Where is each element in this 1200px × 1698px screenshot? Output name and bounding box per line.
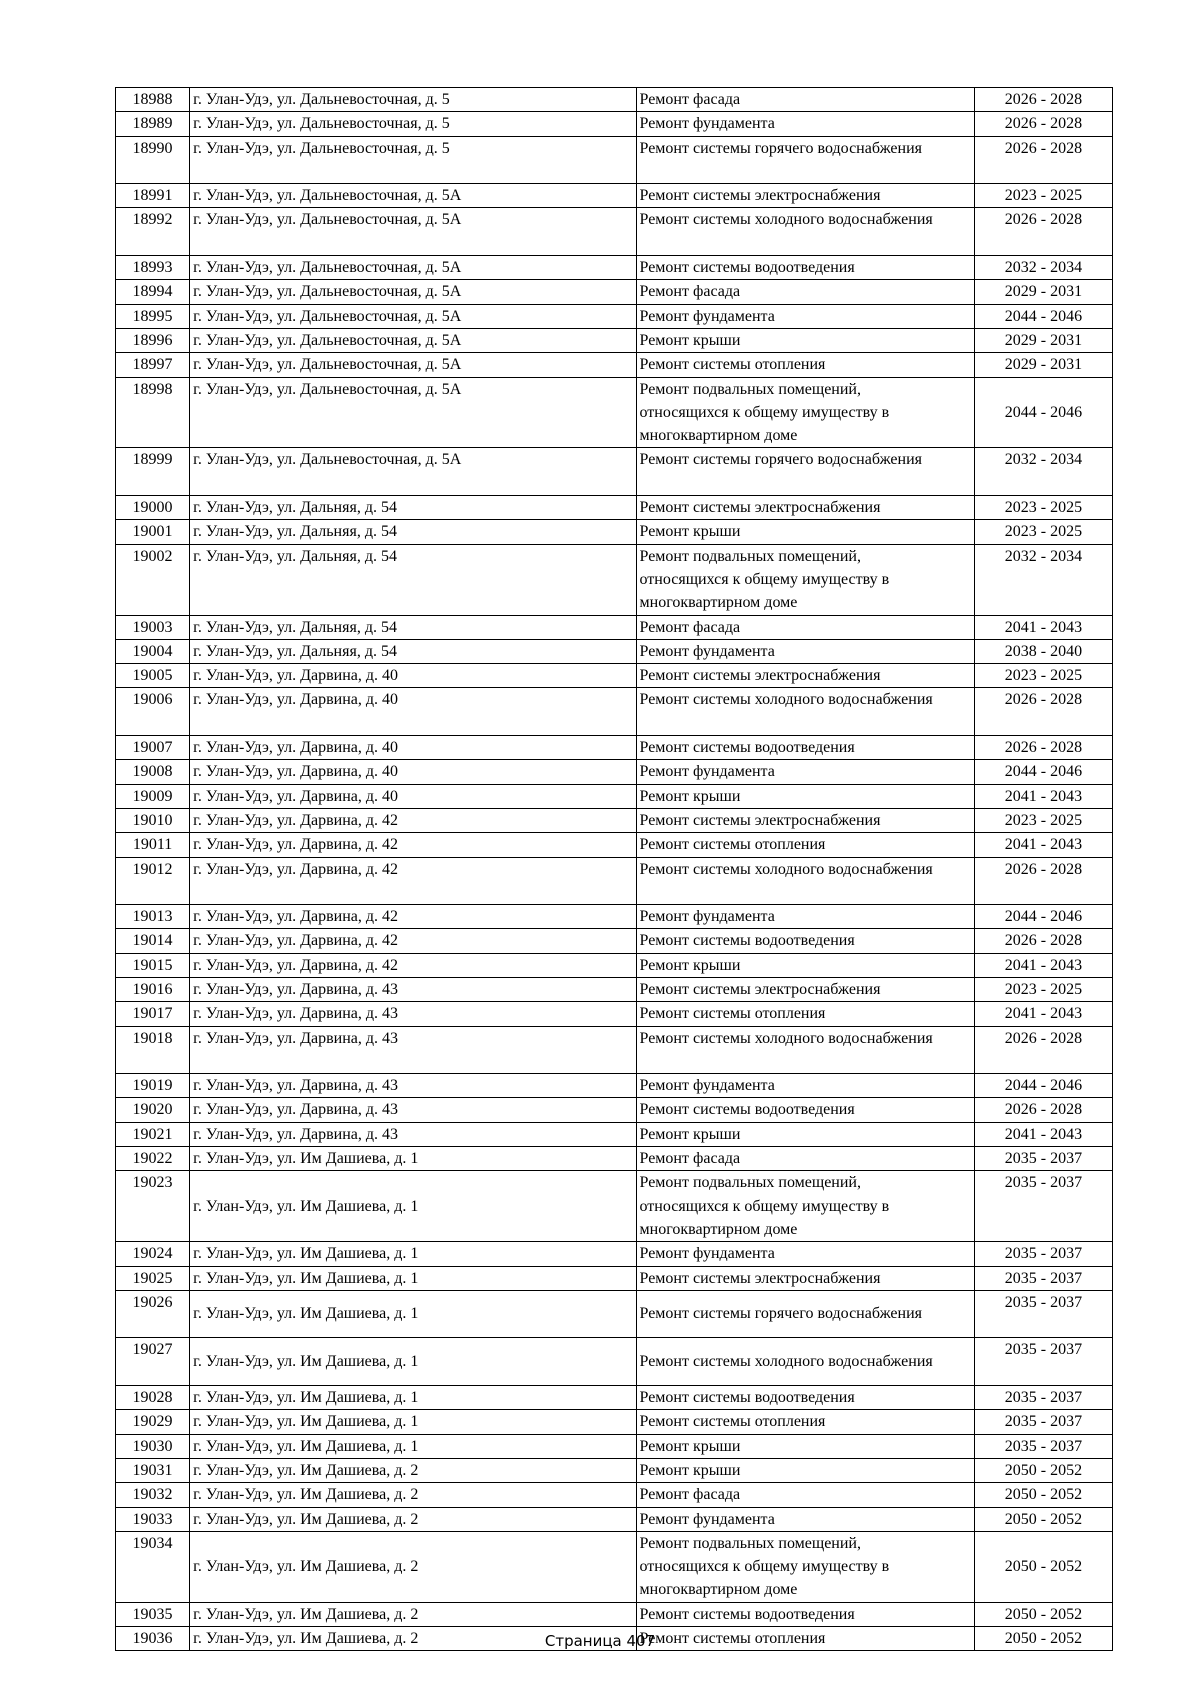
period-cell: 2050 - 2052 <box>974 1627 1112 1651</box>
table-row <box>116 784 1113 808</box>
address-cell: г. Улан-Удэ, ул. Дальневосточная, д. 5А <box>190 256 636 280</box>
period-cell: 2035 - 2037 <box>974 1410 1112 1434</box>
period-cell: 2026 - 2028 <box>974 112 1112 136</box>
address-cell: г. Улан-Удэ, ул. Дальняя, д. 54 <box>190 544 636 615</box>
table-row <box>116 664 1113 688</box>
table-row <box>116 1171 1113 1242</box>
table-row <box>116 953 1113 977</box>
row-id-cell: 19027 <box>116 1338 190 1386</box>
table-row <box>116 353 1113 377</box>
row-id-cell: 18994 <box>116 280 190 304</box>
address-cell: г. Улан-Удэ, ул. Дальневосточная, д. 5 <box>190 88 636 112</box>
row-id-cell: 19001 <box>116 520 190 544</box>
period-cell: 2026 - 2028 <box>974 1026 1112 1074</box>
period-cell: 2035 - 2037 <box>974 1266 1112 1290</box>
row-id-cell: 18993 <box>116 256 190 280</box>
table-row <box>116 736 1113 760</box>
work-type-cell: Ремонт подвальных помещений, относящихся к общему имуществу в многоквартирном доме <box>636 1531 974 1602</box>
table-row <box>116 905 1113 929</box>
period-cell: 2041 - 2043 <box>974 615 1112 639</box>
table-row <box>116 1266 1113 1290</box>
address-cell: г. Улан-Удэ, ул. Дарвина, д. 42 <box>190 929 636 953</box>
table-row <box>116 808 1113 832</box>
work-type-cell: Ремонт системы водоотведения <box>636 1602 974 1626</box>
period-cell: 2032 - 2034 <box>974 544 1112 615</box>
row-id-cell: 19010 <box>116 808 190 832</box>
period-cell: 2041 - 2043 <box>974 784 1112 808</box>
address-cell: г. Улан-Удэ, ул. Дарвина, д. 43 <box>190 977 636 1001</box>
period-cell: 2035 - 2037 <box>974 1242 1112 1266</box>
row-id-cell: 18996 <box>116 328 190 352</box>
address-cell: г. Улан-Удэ, ул. Дарвина, д. 40 <box>190 688 636 736</box>
table-row <box>116 520 1113 544</box>
period-cell: 2038 - 2040 <box>974 639 1112 663</box>
period-cell: 2032 - 2034 <box>974 256 1112 280</box>
address-cell: г. Улан-Удэ, ул. Дальневосточная, д. 5А <box>190 377 636 448</box>
period-cell: 2035 - 2037 <box>974 1338 1112 1386</box>
period-cell: 2041 - 2043 <box>974 1122 1112 1146</box>
address-cell: г. Улан-Удэ, ул. Дальняя, д. 54 <box>190 496 636 520</box>
table-row <box>116 1434 1113 1458</box>
table-row <box>116 136 1113 184</box>
work-type-cell: Ремонт системы горячего водоснабжения <box>636 1290 974 1338</box>
address-cell: г. Улан-Удэ, ул. Дарвина, д. 42 <box>190 953 636 977</box>
period-cell: 2026 - 2028 <box>974 688 1112 736</box>
period-cell: 2029 - 2031 <box>974 280 1112 304</box>
work-type-cell: Ремонт фундамента <box>636 639 974 663</box>
address-cell: г. Улан-Удэ, ул. Дарвина, д. 43 <box>190 1098 636 1122</box>
table-row <box>116 377 1113 448</box>
address-cell: г. Улан-Удэ, ул. Дальняя, д. 54 <box>190 615 636 639</box>
address-cell: г. Улан-Удэ, ул. Им Дашиева, д. 2 <box>190 1458 636 1482</box>
work-type-cell: Ремонт фасада <box>636 280 974 304</box>
address-cell: г. Улан-Удэ, ул. Им Дашиева, д. 2 <box>190 1483 636 1507</box>
address-cell: г. Улан-Удэ, ул. Дарвина, д. 40 <box>190 664 636 688</box>
period-cell: 2041 - 2043 <box>974 833 1112 857</box>
work-type-cell: Ремонт системы водоотведения <box>636 256 974 280</box>
work-type-cell: Ремонт фасада <box>636 1147 974 1171</box>
address-cell: г. Улан-Удэ, ул. Дальневосточная, д. 5 <box>190 112 636 136</box>
table-row <box>116 615 1113 639</box>
work-type-cell: Ремонт крыши <box>636 1122 974 1146</box>
work-type-cell: Ремонт системы водоотведения <box>636 1098 974 1122</box>
row-id-cell: 19012 <box>116 857 190 905</box>
period-cell: 2041 - 2043 <box>974 1002 1112 1026</box>
address-cell: г. Улан-Удэ, ул. Дарвина, д. 43 <box>190 1002 636 1026</box>
repair-schedule-table <box>115 87 1113 1651</box>
period-cell: 2050 - 2052 <box>974 1483 1112 1507</box>
work-type-cell: Ремонт системы водоотведения <box>636 1386 974 1410</box>
work-type-cell: Ремонт системы холодного водоснабжения <box>636 857 974 905</box>
address-cell: г. Улан-Удэ, ул. Им Дашиева, д. 1 <box>190 1434 636 1458</box>
work-type-cell: Ремонт крыши <box>636 784 974 808</box>
row-id-cell: 19000 <box>116 496 190 520</box>
work-type-cell: Ремонт системы электроснабжения <box>636 664 974 688</box>
table-row <box>116 328 1113 352</box>
work-type-cell: Ремонт крыши <box>636 953 974 977</box>
row-id-cell: 19019 <box>116 1074 190 1098</box>
address-cell: г. Улан-Удэ, ул. Дарвина, д. 42 <box>190 905 636 929</box>
period-cell: 2026 - 2028 <box>974 857 1112 905</box>
work-type-cell: Ремонт фундамента <box>636 304 974 328</box>
address-cell: г. Улан-Удэ, ул. Дарвина, д. 40 <box>190 784 636 808</box>
row-id-cell: 19034 <box>116 1531 190 1602</box>
period-cell: 2041 - 2043 <box>974 953 1112 977</box>
table-row <box>116 184 1113 208</box>
period-cell: 2026 - 2028 <box>974 136 1112 184</box>
row-id-cell: 19005 <box>116 664 190 688</box>
period-cell: 2032 - 2034 <box>974 448 1112 496</box>
work-type-cell: Ремонт крыши <box>636 520 974 544</box>
table-row <box>116 1147 1113 1171</box>
row-id-cell: 19013 <box>116 905 190 929</box>
address-cell: г. Улан-Удэ, ул. Дальневосточная, д. 5 <box>190 136 636 184</box>
address-cell: г. Улан-Удэ, ул. Им Дашиева, д. 1 <box>190 1290 636 1338</box>
work-type-cell: Ремонт крыши <box>636 1458 974 1482</box>
work-type-cell: Ремонт системы холодного водоснабжения <box>636 208 974 256</box>
table-row <box>116 1290 1113 1338</box>
address-cell: г. Улан-Удэ, ул. Им Дашиева, д. 2 <box>190 1627 636 1651</box>
row-id-cell: 18995 <box>116 304 190 328</box>
period-cell: 2023 - 2025 <box>974 520 1112 544</box>
work-type-cell: Ремонт фасада <box>636 88 974 112</box>
period-cell: 2044 - 2046 <box>974 760 1112 784</box>
period-cell: 2035 - 2037 <box>974 1147 1112 1171</box>
table-row <box>116 1410 1113 1434</box>
table-row <box>116 1386 1113 1410</box>
row-id-cell: 19030 <box>116 1434 190 1458</box>
period-cell: 2050 - 2052 <box>974 1602 1112 1626</box>
page-number: Страница 407 <box>544 1632 656 1650</box>
row-id-cell: 19029 <box>116 1410 190 1434</box>
row-id-cell: 19031 <box>116 1458 190 1482</box>
table-row <box>116 544 1113 615</box>
work-type-cell: Ремонт системы отопления <box>636 1410 974 1434</box>
row-id-cell: 18991 <box>116 184 190 208</box>
work-type-cell: Ремонт фундамента <box>636 112 974 136</box>
work-type-cell: Ремонт фундамента <box>636 1242 974 1266</box>
work-type-cell: Ремонт системы электроснабжения <box>636 1266 974 1290</box>
table-row <box>116 280 1113 304</box>
work-type-cell: Ремонт фундамента <box>636 905 974 929</box>
table-row <box>116 639 1113 663</box>
table-row <box>116 929 1113 953</box>
row-id-cell: 19003 <box>116 615 190 639</box>
row-id-cell: 19020 <box>116 1098 190 1122</box>
work-type-cell: Ремонт фасада <box>636 615 974 639</box>
table-row <box>116 1531 1113 1602</box>
table-row <box>116 256 1113 280</box>
table-row <box>116 1098 1113 1122</box>
address-cell: г. Улан-Удэ, ул. Дарвина, д. 42 <box>190 833 636 857</box>
table-row <box>116 1122 1113 1146</box>
table-row <box>116 304 1113 328</box>
period-cell: 2035 - 2037 <box>974 1386 1112 1410</box>
row-id-cell: 19017 <box>116 1002 190 1026</box>
period-cell: 2029 - 2031 <box>974 353 1112 377</box>
row-id-cell: 19026 <box>116 1290 190 1338</box>
period-cell: 2026 - 2028 <box>974 1098 1112 1122</box>
row-id-cell: 19028 <box>116 1386 190 1410</box>
address-cell: г. Улан-Удэ, ул. Дальняя, д. 54 <box>190 639 636 663</box>
work-type-cell: Ремонт системы холодного водоснабжения <box>636 688 974 736</box>
row-id-cell: 19006 <box>116 688 190 736</box>
work-type-cell: Ремонт подвальных помещений, относящихся к общему имуществу в многоквартирном доме <box>636 377 974 448</box>
row-id-cell: 19024 <box>116 1242 190 1266</box>
address-cell: г. Улан-Удэ, ул. Им Дашиева, д. 1 <box>190 1266 636 1290</box>
row-id-cell: 19009 <box>116 784 190 808</box>
work-type-cell: Ремонт фундамента <box>636 1074 974 1098</box>
address-cell: г. Улан-Удэ, ул. Дальневосточная, д. 5А <box>190 208 636 256</box>
table-row <box>116 88 1113 112</box>
work-type-cell: Ремонт системы горячего водоснабжения <box>636 136 974 184</box>
address-cell: г. Улан-Удэ, ул. Дарвина, д. 42 <box>190 857 636 905</box>
work-type-cell: Ремонт системы водоотведения <box>636 929 974 953</box>
table-row <box>116 1242 1113 1266</box>
work-type-cell: Ремонт фасада <box>636 1483 974 1507</box>
row-id-cell: 19008 <box>116 760 190 784</box>
table-row <box>116 448 1113 496</box>
row-id-cell: 19021 <box>116 1122 190 1146</box>
period-cell: 2035 - 2037 <box>974 1171 1112 1242</box>
row-id-cell: 18998 <box>116 377 190 448</box>
address-cell: г. Улан-Удэ, ул. Им Дашиева, д. 2 <box>190 1602 636 1626</box>
address-cell: г. Улан-Удэ, ул. Дальневосточная, д. 5А <box>190 184 636 208</box>
period-cell: 2026 - 2028 <box>974 88 1112 112</box>
table-row <box>116 1074 1113 1098</box>
address-cell: г. Улан-Удэ, ул. Им Дашиева, д. 2 <box>190 1531 636 1602</box>
table-row <box>116 857 1113 905</box>
table-row <box>116 977 1113 1001</box>
period-cell: 2026 - 2028 <box>974 208 1112 256</box>
period-cell: 2029 - 2031 <box>974 328 1112 352</box>
table-row <box>116 1338 1113 1386</box>
work-type-cell: Ремонт системы холодного водоснабжения <box>636 1338 974 1386</box>
address-cell: г. Улан-Удэ, ул. Дальневосточная, д. 5А <box>190 280 636 304</box>
period-cell: 2023 - 2025 <box>974 808 1112 832</box>
address-cell: г. Улан-Удэ, ул. Дарвина, д. 40 <box>190 736 636 760</box>
row-id-cell: 19023 <box>116 1171 190 1242</box>
table-row <box>116 112 1113 136</box>
period-cell: 2050 - 2052 <box>974 1458 1112 1482</box>
row-id-cell: 19018 <box>116 1026 190 1074</box>
row-id-cell: 19007 <box>116 736 190 760</box>
period-cell: 2035 - 2037 <box>974 1290 1112 1338</box>
address-cell: г. Улан-Удэ, ул. Им Дашиева, д. 1 <box>190 1338 636 1386</box>
period-cell: 2044 - 2046 <box>974 377 1112 448</box>
work-type-cell: Ремонт системы отопления <box>636 353 974 377</box>
row-id-cell: 18999 <box>116 448 190 496</box>
address-cell: г. Улан-Удэ, ул. Дарвина, д. 43 <box>190 1074 636 1098</box>
address-cell: г. Улан-Удэ, ул. Дальневосточная, д. 5А <box>190 304 636 328</box>
work-type-cell: Ремонт системы горячего водоснабжения <box>636 448 974 496</box>
address-cell: г. Улан-Удэ, ул. Дарвина, д. 42 <box>190 808 636 832</box>
work-type-cell: Ремонт подвальных помещений, относящихся к общему имуществу в многоквартирном доме <box>636 1171 974 1242</box>
work-type-cell: Ремонт системы отопления <box>636 1627 974 1651</box>
table-row <box>116 1002 1113 1026</box>
work-type-cell: Ремонт крыши <box>636 328 974 352</box>
table-row <box>116 1458 1113 1482</box>
period-cell: 2044 - 2046 <box>974 1074 1112 1098</box>
period-cell: 2050 - 2052 <box>974 1507 1112 1531</box>
address-cell: г. Улан-Удэ, ул. Дарвина, д. 43 <box>190 1122 636 1146</box>
work-type-cell: Ремонт подвальных помещений, относящихся к общему имуществу в многоквартирном доме <box>636 544 974 615</box>
address-cell: г. Улан-Удэ, ул. Дальневосточная, д. 5А <box>190 448 636 496</box>
work-type-cell: Ремонт системы водоотведения <box>636 736 974 760</box>
work-type-cell: Ремонт системы отопления <box>636 1002 974 1026</box>
row-id-cell: 19022 <box>116 1147 190 1171</box>
period-cell: 2050 - 2052 <box>974 1531 1112 1602</box>
row-id-cell: 19002 <box>116 544 190 615</box>
address-cell: г. Улан-Удэ, ул. Им Дашиева, д. 1 <box>190 1171 636 1242</box>
table-row <box>116 1507 1113 1531</box>
work-type-cell: Ремонт системы электроснабжения <box>636 184 974 208</box>
row-id-cell: 19033 <box>116 1507 190 1531</box>
address-cell: г. Улан-Удэ, ул. Дальняя, д. 54 <box>190 520 636 544</box>
row-id-cell: 19011 <box>116 833 190 857</box>
work-type-cell: Ремонт крыши <box>636 1434 974 1458</box>
table-row <box>116 1026 1113 1074</box>
row-id-cell: 19004 <box>116 639 190 663</box>
period-cell: 2023 - 2025 <box>974 496 1112 520</box>
work-type-cell: Ремонт фундамента <box>636 760 974 784</box>
work-type-cell: Ремонт системы электроснабжения <box>636 977 974 1001</box>
work-type-cell: Ремонт системы электроснабжения <box>636 496 974 520</box>
row-id-cell: 19035 <box>116 1602 190 1626</box>
period-cell: 2023 - 2025 <box>974 184 1112 208</box>
row-id-cell: 19014 <box>116 929 190 953</box>
row-id-cell: 19016 <box>116 977 190 1001</box>
address-cell: г. Улан-Удэ, ул. Дарвина, д. 43 <box>190 1026 636 1074</box>
row-id-cell: 19015 <box>116 953 190 977</box>
table-body <box>116 88 1113 1651</box>
table-row <box>116 208 1113 256</box>
period-cell: 2023 - 2025 <box>974 664 1112 688</box>
row-id-cell: 19032 <box>116 1483 190 1507</box>
row-id-cell: 18990 <box>116 136 190 184</box>
work-type-cell: Ремонт фундамента <box>636 1507 974 1531</box>
period-cell: 2026 - 2028 <box>974 929 1112 953</box>
row-id-cell: 18989 <box>116 112 190 136</box>
period-cell: 2044 - 2046 <box>974 304 1112 328</box>
address-cell: г. Улан-Удэ, ул. Дальневосточная, д. 5А <box>190 353 636 377</box>
table-row <box>116 833 1113 857</box>
work-type-cell: Ремонт системы холодного водоснабжения <box>636 1026 974 1074</box>
table-row <box>116 760 1113 784</box>
table-row <box>116 496 1113 520</box>
address-cell: г. Улан-Удэ, ул. Дальневосточная, д. 5А <box>190 328 636 352</box>
address-cell: г. Улан-Удэ, ул. Им Дашиева, д. 1 <box>190 1242 636 1266</box>
period-cell: 2035 - 2037 <box>974 1434 1112 1458</box>
row-id-cell: 18988 <box>116 88 190 112</box>
address-cell: г. Улан-Удэ, ул. Им Дашиева, д. 1 <box>190 1147 636 1171</box>
table-row <box>116 1483 1113 1507</box>
work-type-cell: Ремонт системы электроснабжения <box>636 808 974 832</box>
table-row <box>116 688 1113 736</box>
address-cell: г. Улан-Удэ, ул. Им Дашиева, д. 1 <box>190 1410 636 1434</box>
period-cell: 2044 - 2046 <box>974 905 1112 929</box>
address-cell: г. Улан-Удэ, ул. Дарвина, д. 40 <box>190 760 636 784</box>
row-id-cell: 19036 <box>116 1627 190 1651</box>
period-cell: 2023 - 2025 <box>974 977 1112 1001</box>
table-row <box>116 1602 1113 1626</box>
period-cell: 2026 - 2028 <box>974 736 1112 760</box>
row-id-cell: 18997 <box>116 353 190 377</box>
address-cell: г. Улан-Удэ, ул. Им Дашиева, д. 2 <box>190 1507 636 1531</box>
row-id-cell: 19025 <box>116 1266 190 1290</box>
work-type-cell: Ремонт системы отопления <box>636 833 974 857</box>
row-id-cell: 18992 <box>116 208 190 256</box>
address-cell: г. Улан-Удэ, ул. Им Дашиева, д. 1 <box>190 1386 636 1410</box>
